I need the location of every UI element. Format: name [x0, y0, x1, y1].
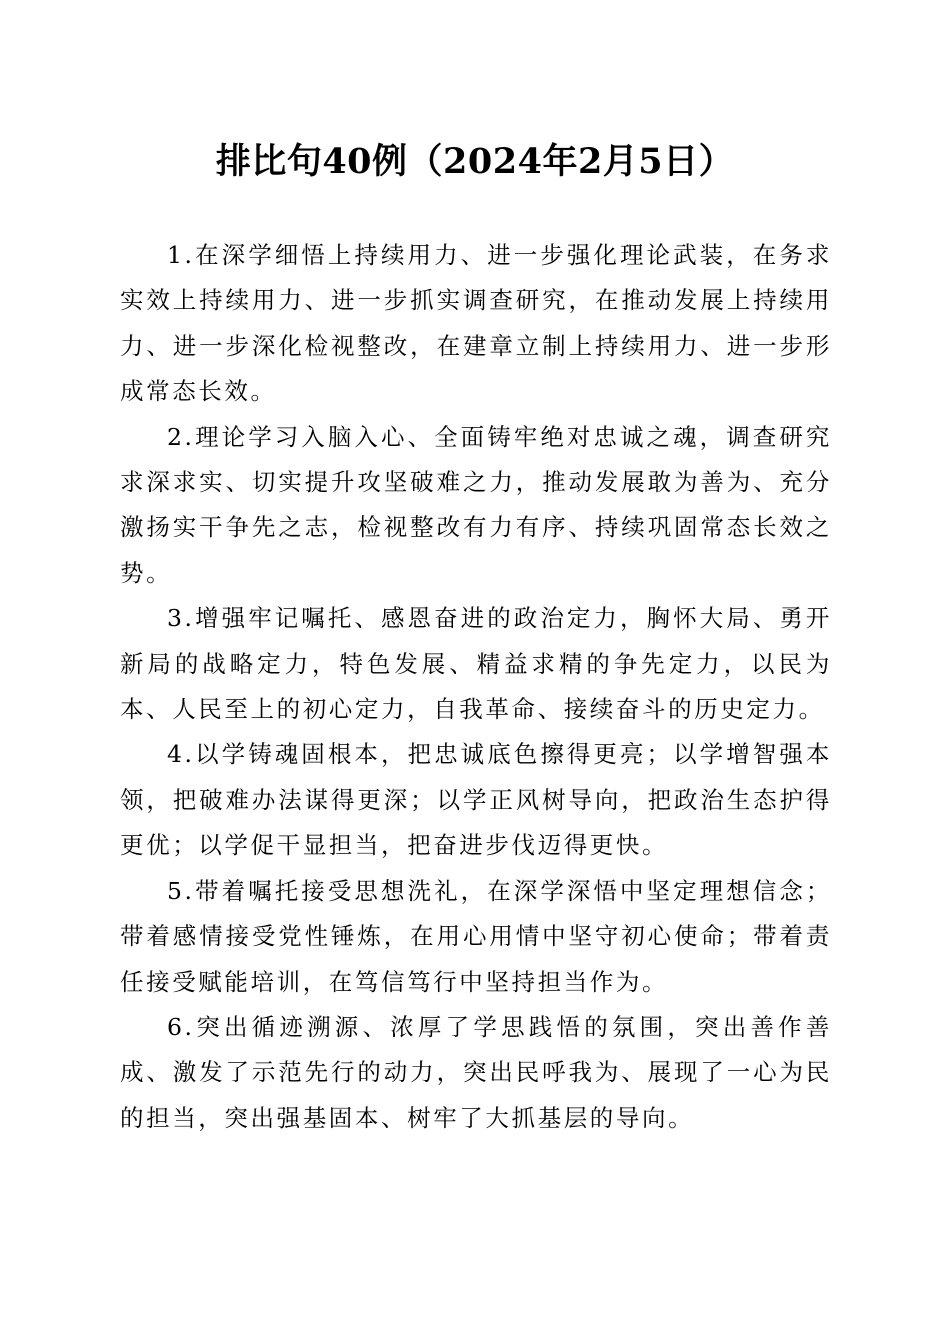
paragraph-6: 6.突出循迹溯源、浓厚了学思践悟的氛围，突出善作善成、激发了示范先行的动力，突出民呼我为、展现了一心为民的担当，突出强基固本、树牢了大抓基层的导向。 — [120, 1012, 832, 1132]
paragraph-2: 2.理论学习入脑入心、全面铸牢绝对忠诚之魂，调查研究求深求实、切实提升攻坚破难之力，推动发展敢为善为、充分激扬实干争先之志，检视整改有力有序、持续巩固常态长效之势。 — [120, 422, 832, 587]
paragraph-1: 1.在深学细悟上持续用力、进一步强化理论武装，在务求实效上持续用力、进一步抓实调查研究，在推动发展上持续用力、进一步深化检视整改，在建章立制上持续用力、进一步形成常态长效。 — [120, 241, 832, 406]
document-title: 排比句40例（2024年2月5日） — [215, 141, 735, 182]
document-body — [120, 233, 832, 1141]
paragraph-5: 5.带着嘱托接受思想洗礼，在深学深悟中坚定理想信念；带着感情接受党性锤炼，在用心用情中坚守初心使命；带着责任接受赋能培训，在笃信笃行中坚持担当作为。 — [120, 876, 832, 996]
paragraph-4: 4.以学铸魂固根本，把忠诚底色擦得更亮；以学增智强本领，把破难办法谋得更深；以学正风树导向，把政治生态护得更优；以学促干显担当，把奋进步伐迈得更快。 — [120, 740, 832, 860]
paragraph-3: 3.增强牢记嘱托、感恩奋进的政治定力，胸怀大局、勇开新局的战略定力，特色发展、精益求精的争先定力，以民为本、人民至上的初心定力，自我革命、接续奋斗的历史定力。 — [120, 604, 832, 724]
